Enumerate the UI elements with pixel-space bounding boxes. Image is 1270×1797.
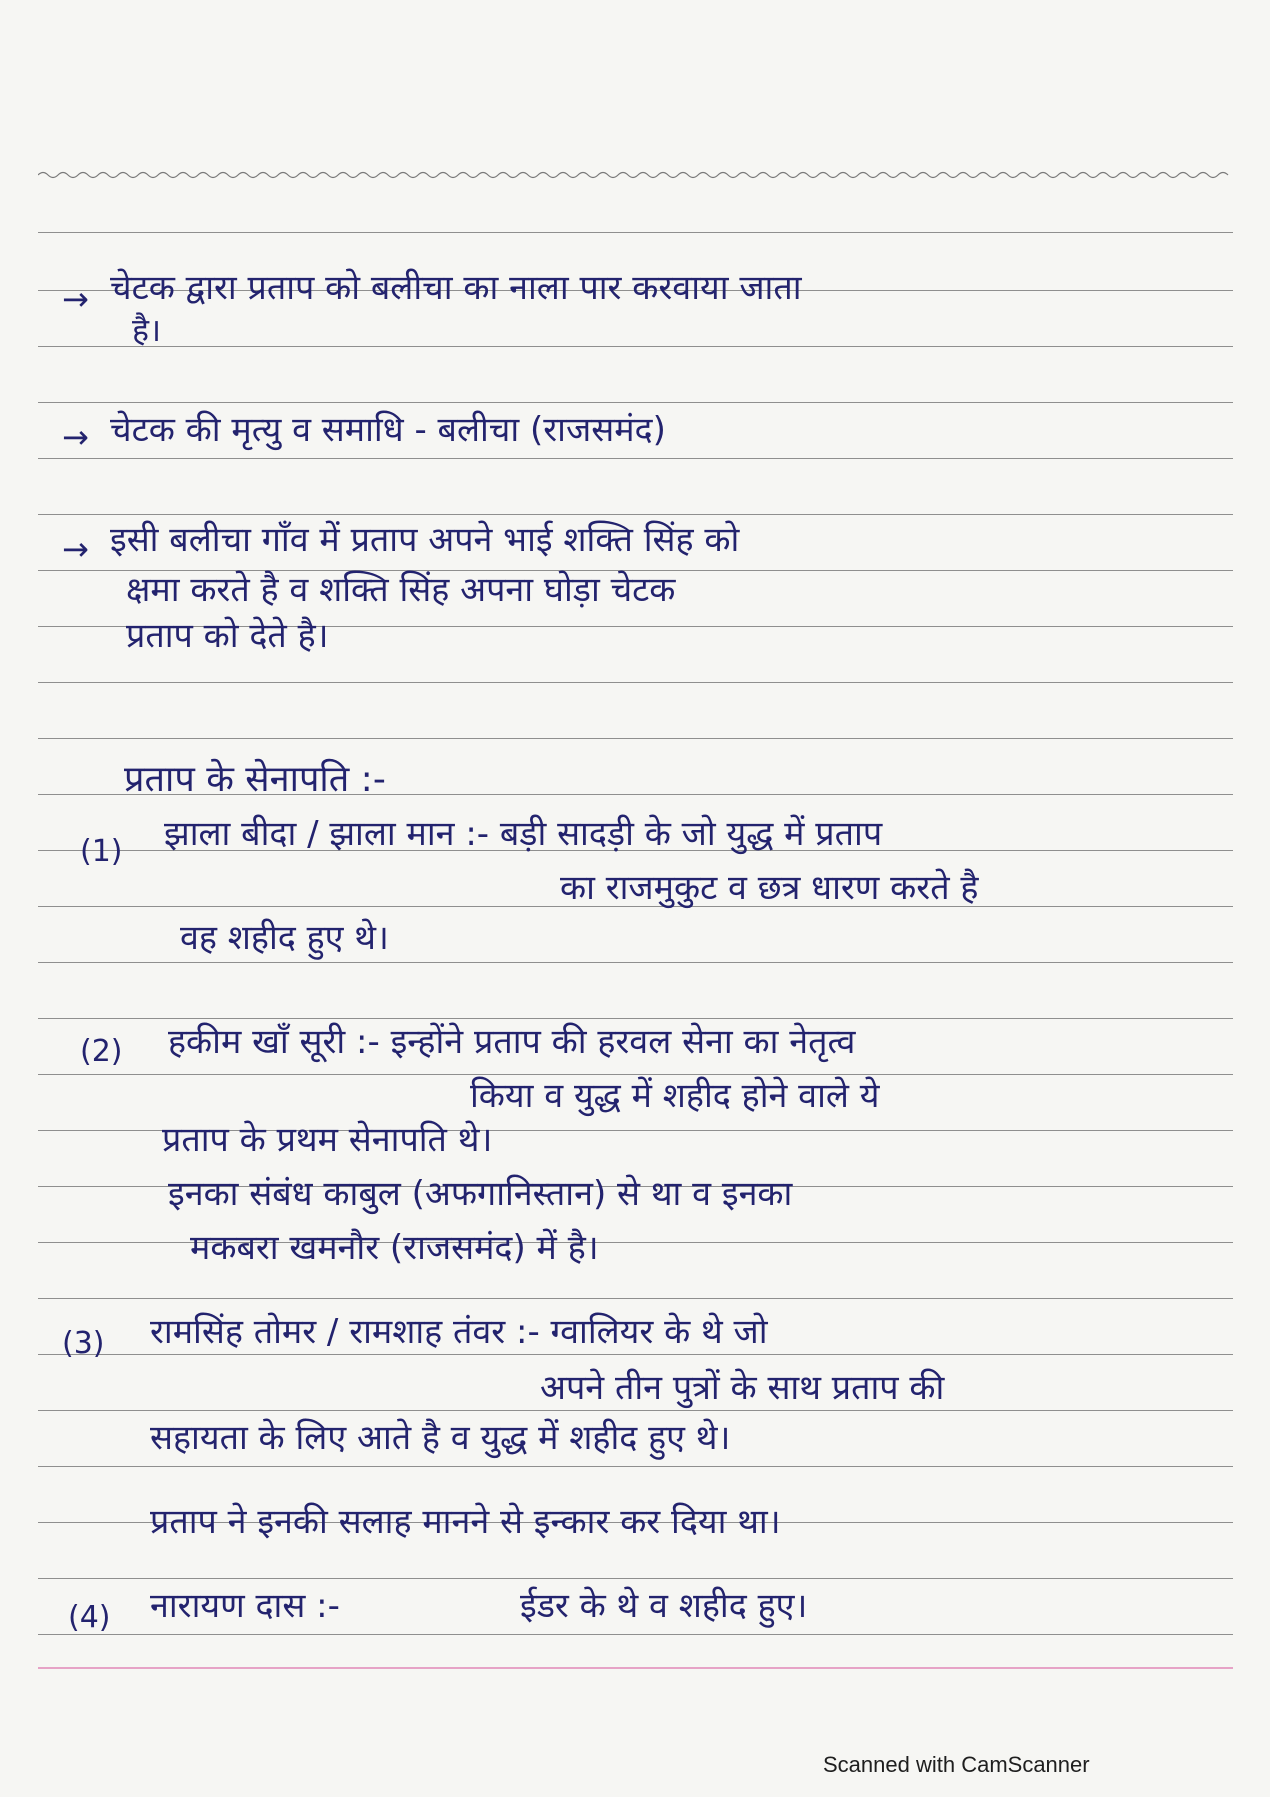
- bottom-margin-line: [38, 1667, 1233, 1669]
- note-line: ईडर के थे व शहीद हुए।: [520, 1586, 808, 1626]
- note-line: झाला बीदा / झाला मान :- बड़ी सादड़ी के जो युद्ध में प्रताप: [164, 814, 883, 854]
- ruled-line: [38, 232, 1233, 233]
- item-number: (1): [80, 834, 123, 869]
- ruled-line: [38, 1410, 1233, 1411]
- arrow-icon: →: [62, 418, 89, 456]
- item-number: (4): [68, 1600, 111, 1635]
- note-line: वह शहीद हुए थे।: [180, 918, 389, 958]
- note-line: का राजमुकुट व छत्र धारण करते है: [560, 868, 979, 908]
- ruled-line: [38, 962, 1233, 963]
- arrow-icon: →: [62, 530, 89, 568]
- note-line: इनका संबंध काबुल (अफगानिस्तान) से था व इनका: [168, 1174, 793, 1214]
- ruled-line: [38, 514, 1233, 515]
- ruled-line: [38, 402, 1233, 403]
- item-number: (3): [62, 1326, 105, 1361]
- note-line: इसी बलीचा गाँव में प्रताप अपने भाई शक्ति सिंह को: [110, 520, 740, 560]
- ruled-line: [38, 1298, 1233, 1299]
- section-heading: प्रताप के सेनापति :-: [124, 759, 386, 800]
- scanner-watermark: Scanned with CamScanner: [823, 1752, 1090, 1777]
- item-number: (2): [80, 1034, 123, 1069]
- ruled-line: [38, 738, 1233, 739]
- note-line: हकीम खाँ सूरी :- इन्होंने प्रताप की हरवल सेना का नेतृत्व: [168, 1022, 856, 1062]
- wavy-top-border: [38, 168, 1233, 182]
- note-line: रामसिंह तोमर / रामशाह तंवर :- ग्वालियर के थे जो: [150, 1312, 768, 1352]
- note-line: क्षमा करते है व शक्ति सिंह अपना घोड़ा चेटक: [126, 570, 676, 610]
- ruled-line: [38, 1578, 1233, 1579]
- note-line: चेटक द्वारा प्रताप को बलीचा का नाला पार करवाया जाता: [110, 268, 802, 308]
- ruled-line: [38, 1354, 1233, 1355]
- ruled-line: [38, 1466, 1233, 1467]
- arrow-icon: →: [62, 280, 89, 318]
- ruled-line: [38, 458, 1233, 459]
- note-line: प्रताप के प्रथम सेनापति थे।: [162, 1120, 493, 1160]
- note-line: प्रताप ने इनकी सलाह मानने से इन्कार कर दिया था।: [150, 1502, 781, 1542]
- note-line: नारायण दास :-: [150, 1586, 340, 1626]
- ruled-line: [38, 682, 1233, 683]
- ruled-line: [38, 1018, 1233, 1019]
- note-line: चेटक की मृत्यु व समाधि - बलीचा (राजसमंद): [110, 410, 666, 450]
- ruled-line: [38, 1634, 1233, 1635]
- note-line: है।: [132, 311, 162, 349]
- note-line: सहायता के लिए आते है व युद्ध में शहीद हुए थे।: [150, 1418, 731, 1458]
- note-line: प्रताप को देते है।: [126, 616, 329, 656]
- ruled-line: [38, 346, 1233, 347]
- note-line: अपने तीन पुत्रों के साथ प्रताप की: [540, 1368, 945, 1408]
- note-line: किया व युद्ध में शहीद होने वाले ये: [470, 1076, 880, 1116]
- note-line: मकबरा खमनौर (राजसमंद) में है।: [190, 1228, 599, 1268]
